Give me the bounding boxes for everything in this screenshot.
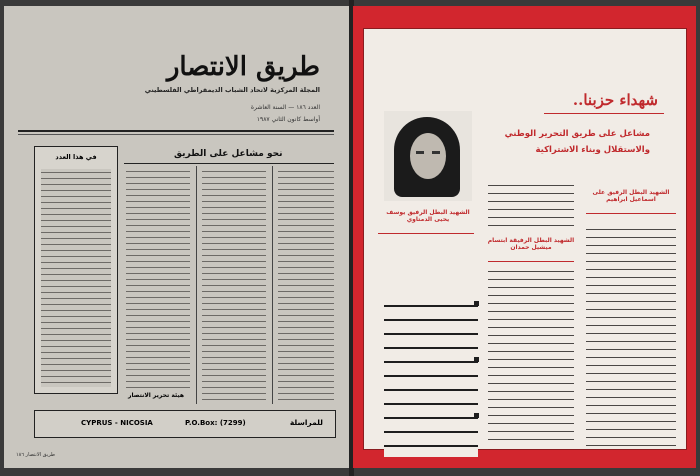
address-pobox: P.O.Box: (7299)	[185, 419, 246, 427]
issue-line: العدد ١٨٦ — السنة العاشرة	[250, 104, 320, 111]
portrait-face	[410, 133, 446, 179]
editorial-rule	[124, 163, 334, 164]
correspondence-label: للمراسلة	[289, 418, 323, 427]
editorial-signature: هيئة تحرير الانتصار	[128, 392, 185, 399]
table-of-contents-box	[34, 146, 118, 394]
masthead-rule	[18, 130, 334, 132]
article-title: شهداء حزبنا..	[572, 91, 658, 109]
editorial-column-2	[202, 168, 266, 400]
toc-entries	[41, 169, 111, 387]
martyr-2-intro-text	[488, 181, 574, 229]
date-line: أواسط كانون الثاني ١٩٨٧	[256, 116, 320, 123]
caption-rule	[586, 213, 676, 214]
magazine-title: طريق الانتصار	[166, 52, 320, 82]
toc-title: في هذا العدد	[55, 153, 97, 161]
right-page	[353, 6, 696, 468]
editorial-column-1	[278, 168, 334, 400]
bullet	[474, 357, 479, 362]
caption-martyr-3: الشهيد البطل الرفيق يوسف يحيى الدمتاوي	[386, 209, 470, 223]
column-divider	[272, 166, 273, 404]
editorial-title: نحو مشاعل على الطريق	[174, 149, 283, 159]
caption-rule	[488, 261, 574, 262]
article-frame	[363, 28, 687, 450]
portrait-eye	[416, 151, 424, 154]
caption-rule	[378, 233, 474, 234]
masthead	[18, 20, 334, 130]
martyr-1-bio-column	[586, 225, 676, 447]
caption-martyr-2: الشهيد البطل الرفيقة ابتسام ميشيل حمدان	[487, 237, 575, 251]
article-subtitle-line-1: مشاعل على طريق التحرير الوطني	[504, 129, 650, 139]
bullet	[474, 413, 479, 418]
magazine-subtitle: المجلة المركزية لاتحاد الشباب الديمقراطي الفلسطيني	[144, 86, 320, 94]
left-page	[4, 6, 350, 468]
column-divider	[196, 166, 197, 404]
martyr-portrait-photo	[384, 111, 472, 201]
martyr-3-bio-column	[384, 297, 478, 457]
portrait-eye	[432, 151, 440, 154]
bullet	[474, 301, 479, 306]
title-rule	[544, 113, 664, 114]
correspondence-box	[34, 410, 336, 438]
address-location: CYPRUS - NICOSIA	[81, 419, 153, 427]
martyr-2-bio-column	[488, 267, 574, 447]
article-subtitle-line-2: والاستقلال وبناء الاشتراكية	[535, 145, 650, 155]
caption-martyr-1: الشهيد البطل الرفيق على اسماعيل ابراهيم	[592, 189, 670, 203]
page-number-line: طريق الانتصار ١٨٦	[16, 452, 55, 458]
masthead-rule-thin	[18, 134, 334, 135]
editorial-column-3	[126, 168, 190, 390]
